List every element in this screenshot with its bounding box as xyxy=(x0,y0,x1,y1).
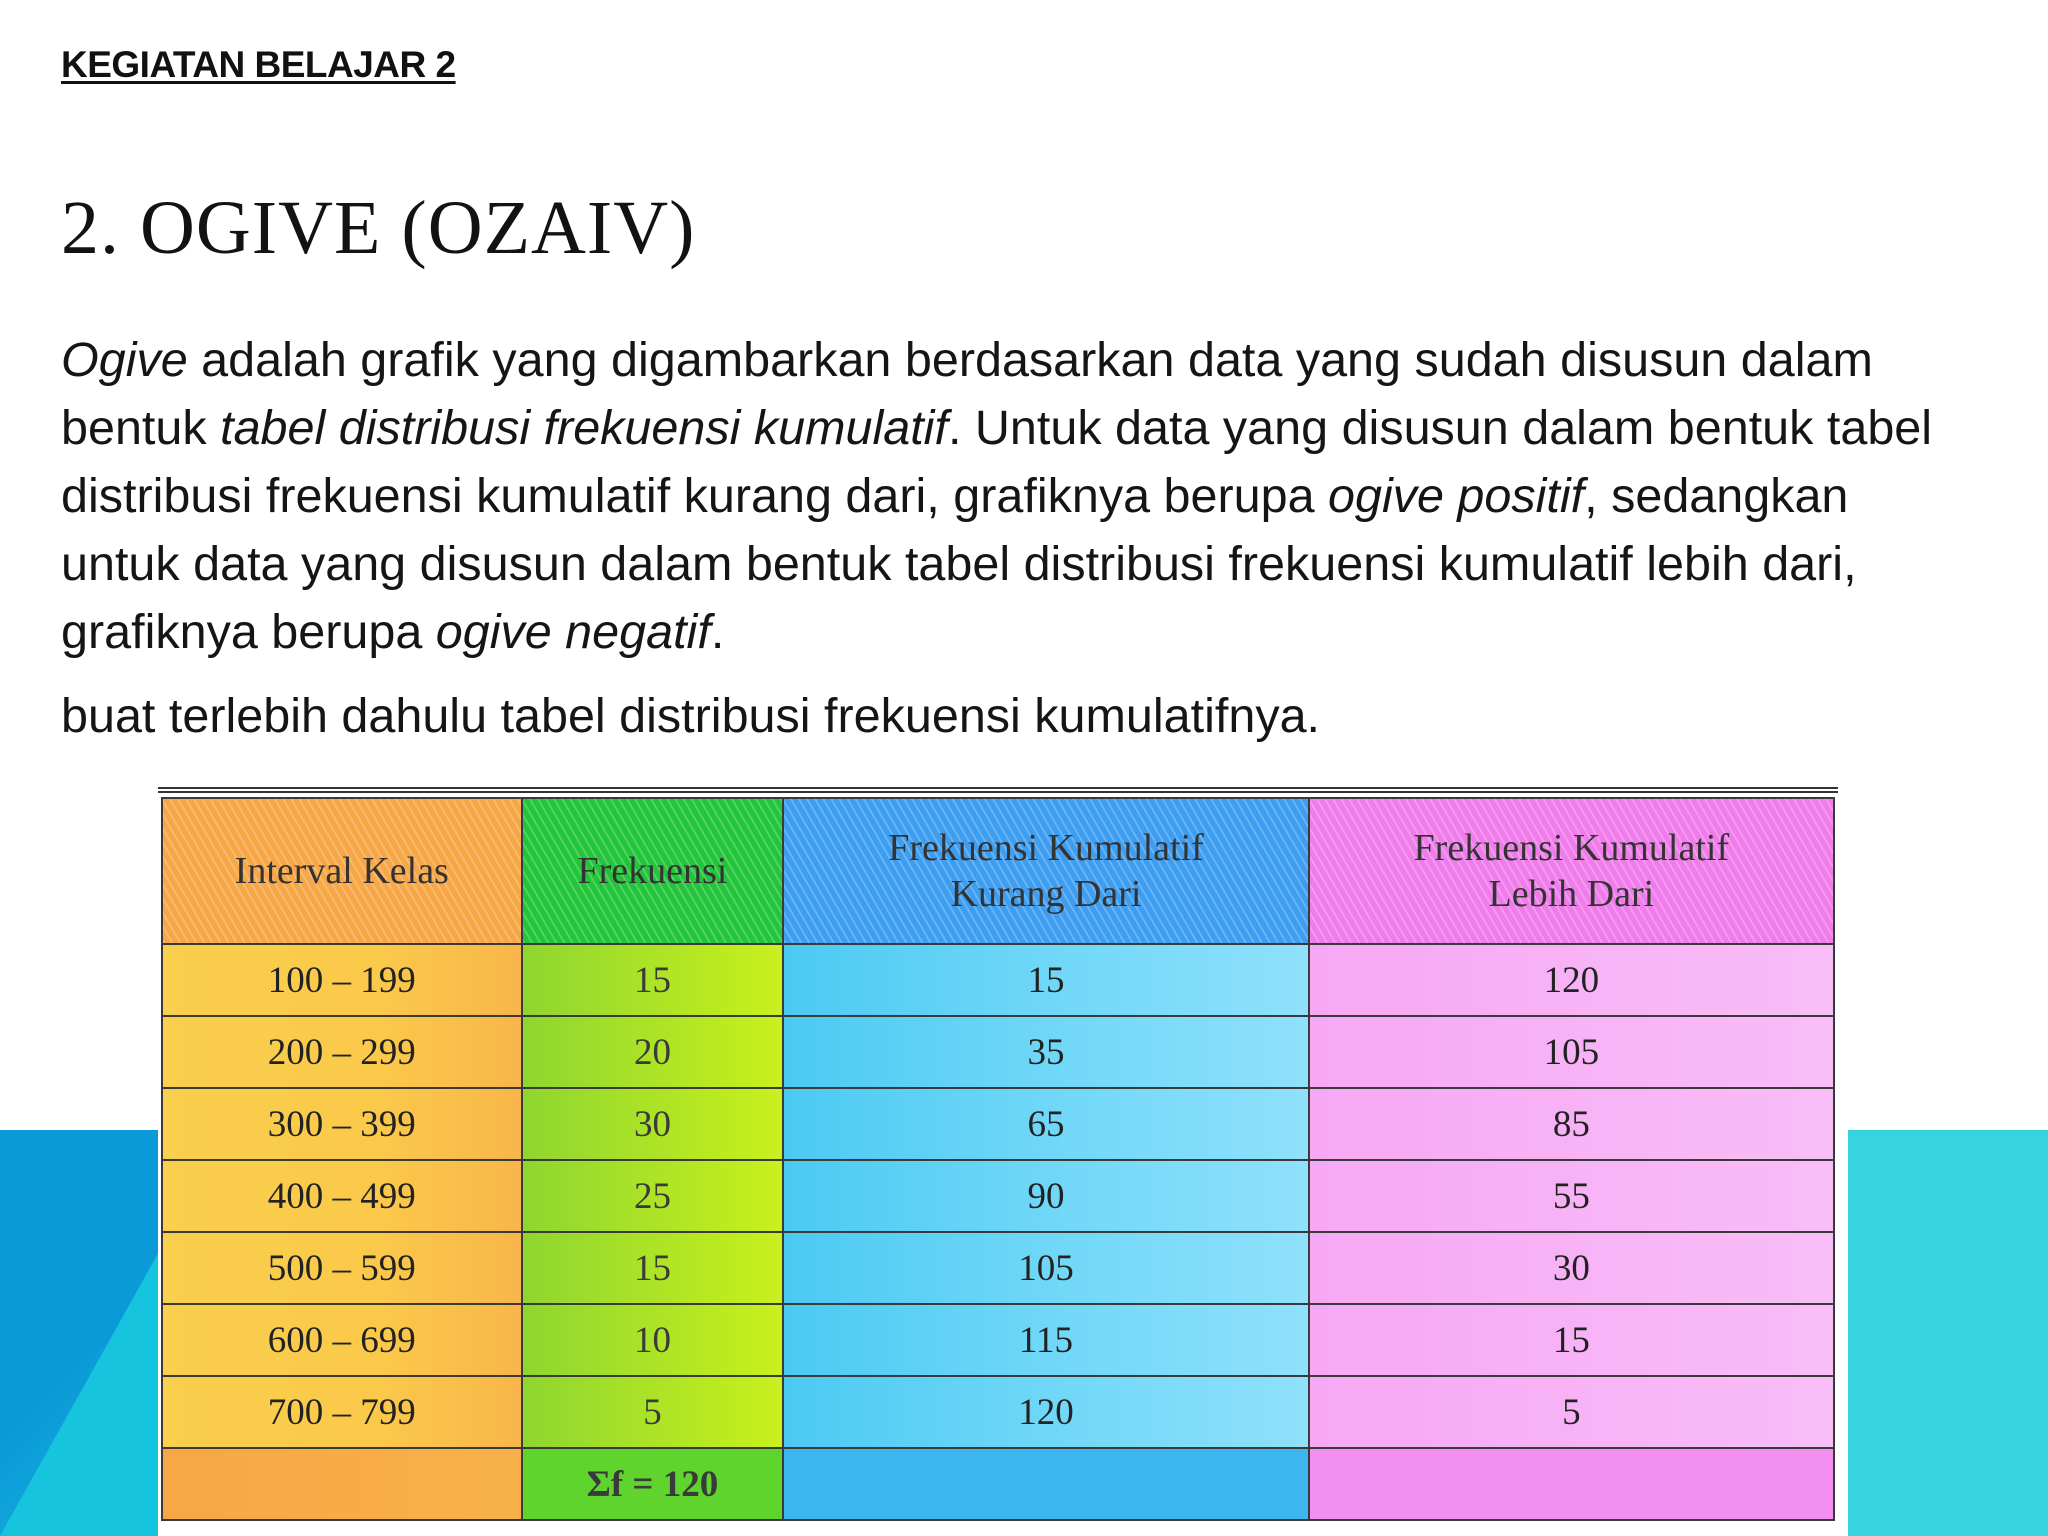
decor-shape-right xyxy=(1848,1130,2048,1536)
table-row xyxy=(162,1376,1834,1448)
table-row xyxy=(162,1088,1834,1160)
term-tabel: tabel distribusi frekuensi kumulatif xyxy=(220,401,948,455)
cell-interval: 100 – 199 xyxy=(162,944,522,1016)
table-row xyxy=(162,944,1834,1016)
cell-frequency: 15 xyxy=(522,1232,784,1304)
cell-interval: 200 – 299 xyxy=(162,1016,522,1088)
cell-empty xyxy=(1309,1448,1834,1520)
cell-cumulative-less: 115 xyxy=(783,1304,1308,1376)
cell-frequency: 25 xyxy=(522,1160,784,1232)
cell-interval: 600 – 699 xyxy=(162,1304,522,1376)
table-row xyxy=(162,1304,1834,1376)
instruction-paragraph: buat terlebih dahulu tabel distribusi frekuensi kumulatifnya. xyxy=(61,689,1321,743)
header-interval: Interval Kelas xyxy=(162,798,522,944)
table-sum-row xyxy=(162,1448,1834,1520)
cell-cumulative-more: 55 xyxy=(1309,1160,1834,1232)
table-row xyxy=(162,1160,1834,1232)
cell-cumulative-less: 120 xyxy=(783,1376,1308,1448)
body-text xyxy=(61,326,1961,750)
frequency-table-container xyxy=(158,787,1838,1536)
cell-cumulative-more: 105 xyxy=(1309,1016,1834,1088)
cell-frequency: 20 xyxy=(522,1016,784,1088)
cell-interval: 700 – 799 xyxy=(162,1376,522,1448)
header-frequency: Frekuensi xyxy=(522,798,784,944)
header-cumulative-more: Frekuensi Kumulatif Lebih Dari xyxy=(1309,798,1834,944)
cell-cumulative-less: 90 xyxy=(783,1160,1308,1232)
term-ogive: Ogive xyxy=(61,333,188,387)
cell-interval: 400 – 499 xyxy=(162,1160,522,1232)
cell-frequency: 15 xyxy=(522,944,784,1016)
header-cumulative-less: Frekuensi Kumulatif Kurang Dari xyxy=(783,798,1308,944)
cell-cumulative-less: 65 xyxy=(783,1088,1308,1160)
cell-cumulative-more: 5 xyxy=(1309,1376,1834,1448)
section-label: KEGIATAN BELAJAR 2 xyxy=(61,44,456,85)
cell-cumulative-more: 30 xyxy=(1309,1232,1834,1304)
term-ogive-positif: ogive positif xyxy=(1328,469,1585,523)
cumulative-frequency-table xyxy=(161,797,1835,1521)
cell-cumulative-less: 105 xyxy=(783,1232,1308,1304)
decor-triangle-left xyxy=(0,1250,160,1536)
cell-frequency: 5 xyxy=(522,1376,784,1448)
cell-interval: 500 – 599 xyxy=(162,1232,522,1304)
cell-frequency: 30 xyxy=(522,1088,784,1160)
term-ogive-negatif: ogive negatif xyxy=(435,605,711,659)
table-row xyxy=(162,1232,1834,1304)
cell-empty xyxy=(162,1448,522,1520)
cell-cumulative-less: 35 xyxy=(783,1016,1308,1088)
cell-cumulative-less: 15 xyxy=(783,944,1308,1016)
cell-cumulative-more: 15 xyxy=(1309,1304,1834,1376)
cell-empty xyxy=(783,1448,1308,1520)
definition-paragraph: Ogive adalah grafik yang digambarkan berdasarkan data yang sudah disusun dalam bentuk tabel distribusi frekuensi kumulatif. Untuk data yang disusun dalam bentuk tabel distribusi frekuensi kumulatif kurang dari, grafiknya berupa ogive positif, sedangkan untuk data yang disusun dalam bentuk tabel distribusi frekuensi kumulatif lebih dari, grafiknya berupa ogive negatif. xyxy=(61,333,1933,659)
page-title: 2. OGIVE (OZAIV) xyxy=(61,186,696,270)
table-header-row xyxy=(162,798,1834,944)
cell-interval: 300 – 399 xyxy=(162,1088,522,1160)
cell-frequency: 10 xyxy=(522,1304,784,1376)
cell-sum-frequency: Σf = 120 xyxy=(522,1448,784,1520)
cell-cumulative-more: 85 xyxy=(1309,1088,1834,1160)
cell-cumulative-more: 120 xyxy=(1309,944,1834,1016)
table-row xyxy=(162,1016,1834,1088)
